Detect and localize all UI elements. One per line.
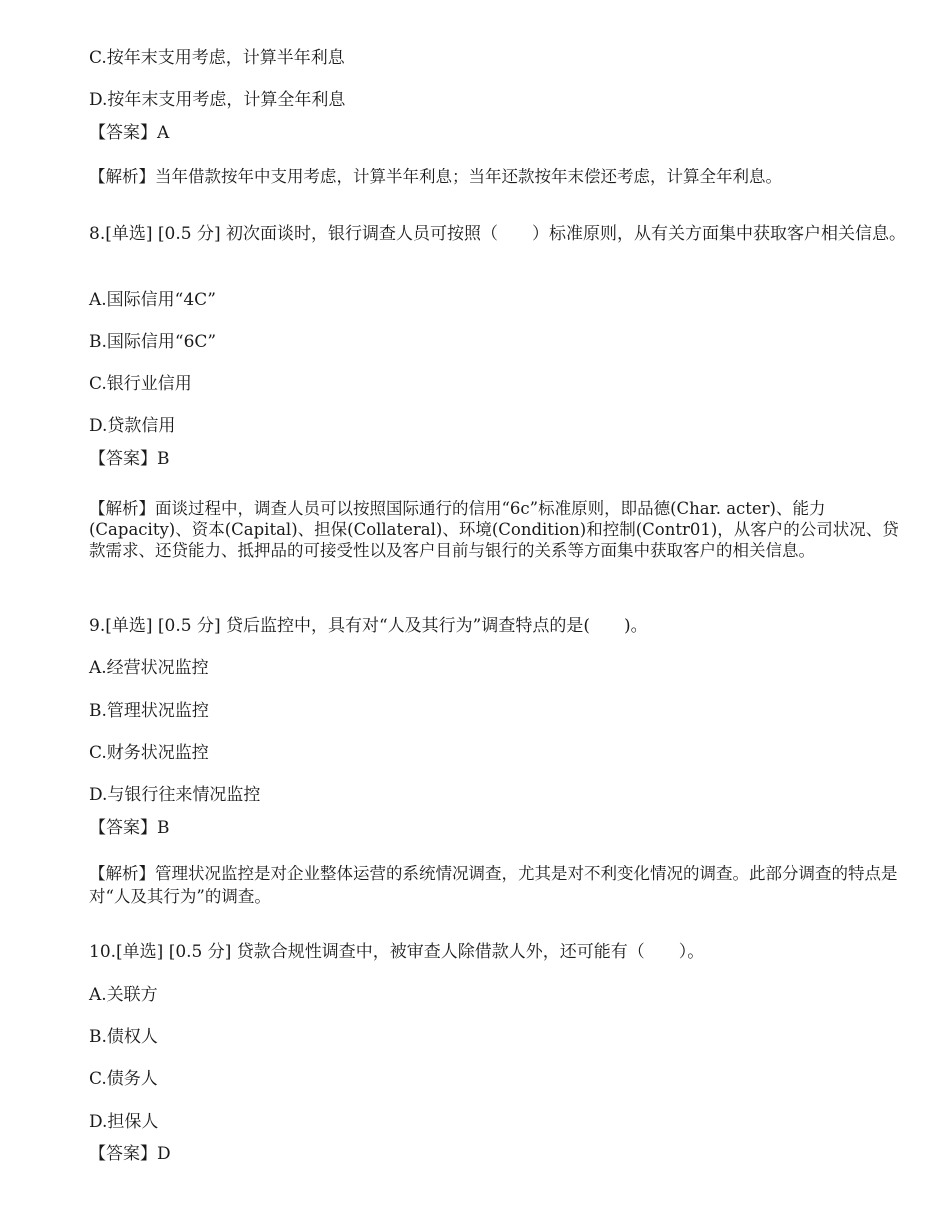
question-9-answer: 【答案】B (89, 818, 170, 838)
question-8-explanation: 【解析】面谈过程中，调查人员可以按照国际通行的信用“6c”标准原则，即品德(Char. acter)、能力(Capacity)、资本(Capital)、担保(Collateral)、环境(Condition)和控制(Contr01)，从客户的公司状况、贷款需求、还贷能力、抵押品的可接受性以及客户目前与银行的关系等方面集中获取客户的相关信息。 (89, 499, 899, 560)
question-8-option-d: D.贷款信用 (89, 416, 176, 436)
question-8-stem: 8.[单选] [0.5 分] 初次面谈时，银行调查人员可按照（ ）标准原则，从有关方面集中获取客户相关信息。 (89, 224, 906, 244)
question-9-option-d: D.与银行往来情况监控 (89, 785, 261, 805)
question-10-stem: 10.[单选] [0.5 分] 贷款合规性调查中，被审查人除借款人外，还可能有（ ）。 (89, 942, 705, 962)
question-9-option-c: C.财务状况监控 (89, 743, 209, 763)
question-10-option-b: B.债权人 (89, 1027, 158, 1047)
question-10-option-d: D.担保人 (89, 1112, 159, 1132)
question-9-option-b: B.管理状况监控 (89, 701, 209, 721)
answer: 【答案】A (89, 123, 170, 143)
question-8-option-c: C.银行业信用 (89, 374, 192, 394)
question-9-option-a: A.经营状况监控 (89, 658, 209, 678)
question-10-option-c: C.债务人 (89, 1069, 158, 1089)
question-8-option-a: A.国际信用“4C” (89, 290, 216, 310)
option-c: C.按年末支用考虑，计算半年利息 (89, 48, 345, 68)
explanation: 【解析】当年借款按年中支用考虑，计算半年利息；当年还款按年末偿还考虑，计算全年利息。 (89, 167, 782, 186)
question-8-option-b: B.国际信用“6C” (89, 332, 217, 352)
question-9-explanation: 【解析】管理状况监控是对企业整体运营的系统情况调查，尤其是对不利变化情况的调查。此部分调查的特点是对“人及其行为”的调查。 (89, 864, 898, 906)
question-8-answer: 【答案】B (89, 449, 170, 469)
option-d: D.按年末支用考虑，计算全年利息 (89, 90, 346, 110)
question-9-stem: 9.[单选] [0.5 分] 贷后监控中，具有对“人及其行为”调查特点的是( )。 (89, 616, 648, 636)
question-10-option-a: A.关联方 (89, 985, 158, 1005)
question-10-answer: 【答案】D (89, 1144, 171, 1164)
